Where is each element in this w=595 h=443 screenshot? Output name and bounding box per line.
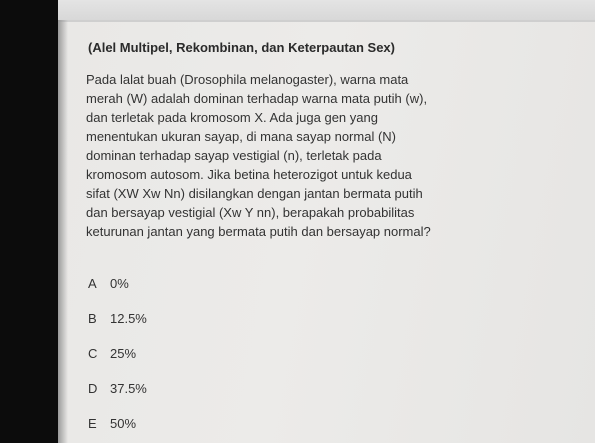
question-text xyxy=(86,70,466,241)
question-line: dan bersayap vestigial (Xw Y nn), berapakah probabilitas xyxy=(86,205,415,220)
option-text: 12.5% xyxy=(110,311,147,326)
option-letter: A xyxy=(88,276,97,291)
option-text: 0% xyxy=(110,276,129,291)
question-line: sifat (XW Xw Nn) disilangkan dengan jantan bermata putih xyxy=(86,186,423,201)
question-line: menentukan ukuran sayap, di mana sayap normal (N) xyxy=(86,129,396,144)
question-line: dominan terhadap sayap vestigial (n), terletak pada xyxy=(86,148,382,163)
answer-option-e[interactable] xyxy=(88,416,136,436)
option-text: 37.5% xyxy=(110,381,147,396)
answer-option-d[interactable] xyxy=(88,381,147,401)
option-text: 25% xyxy=(110,346,137,361)
option-letter: D xyxy=(88,381,98,396)
card-divider xyxy=(58,20,595,22)
question-line: Pada lalat buah (Drosophila melanogaster), warna mata xyxy=(86,72,409,87)
question-line: kromosom autosom. Jika betina heterozigot untuk kedua xyxy=(86,167,412,182)
question-line: dan terletak pada kromosom X. Ada juga gen yang xyxy=(86,110,378,125)
previous-card-edge xyxy=(58,0,595,20)
answer-option-b[interactable] xyxy=(88,311,147,331)
option-letter: E xyxy=(88,416,97,431)
question-line: keturunan jantan yang bermata putih dan bersayap normal? xyxy=(86,224,431,239)
question-topic-title: (Alel Multipel, Rekombinan, dan Keterpautan Sex) xyxy=(88,40,395,55)
option-letter: B xyxy=(88,311,97,326)
answer-option-a[interactable] xyxy=(88,276,129,296)
card-shadow-edge xyxy=(58,20,68,443)
question-line: merah (W) adalah dominan terhadap warna mata putih (w), xyxy=(86,91,428,106)
option-text: 50% xyxy=(110,416,137,431)
option-letter: C xyxy=(88,346,98,361)
answer-option-c[interactable] xyxy=(88,346,136,366)
